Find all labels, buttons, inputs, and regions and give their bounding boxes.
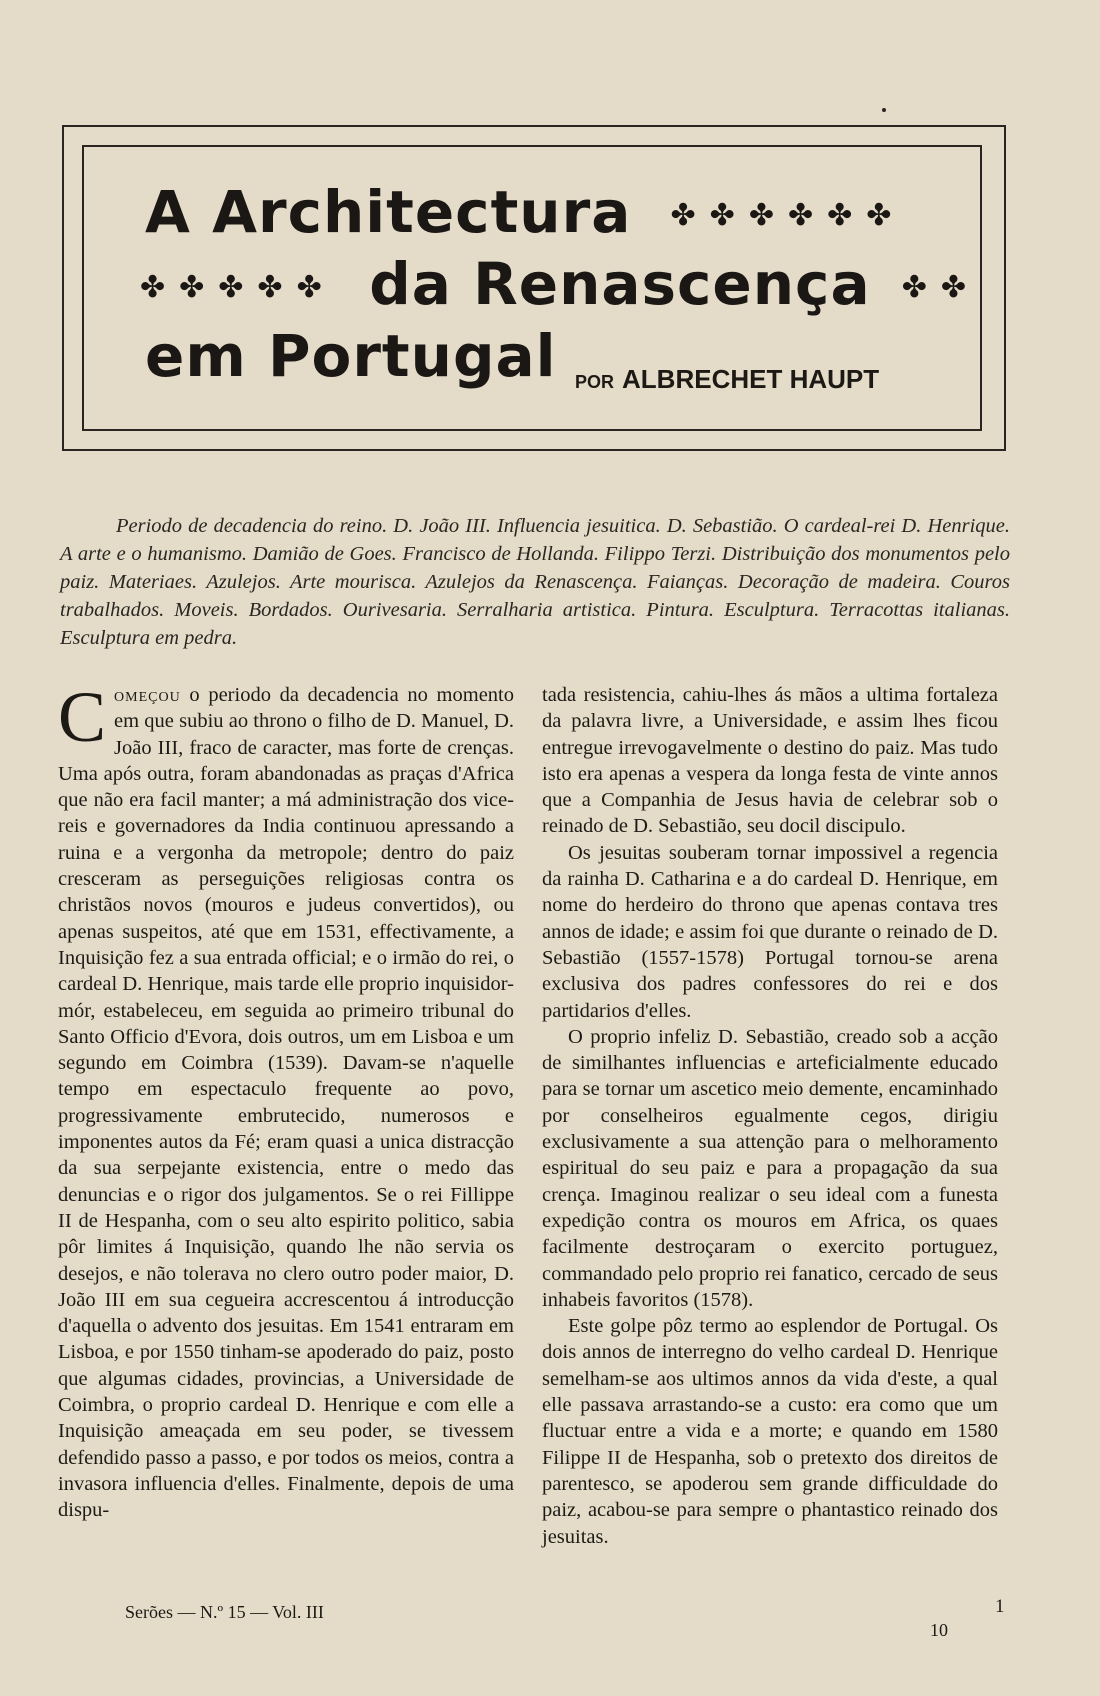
ornament-row-1 (671, 198, 906, 233)
ornament-icon: ✤ (940, 270, 981, 306)
title-line-3 (145, 322, 556, 390)
ornament-icon: ✤ (827, 198, 867, 234)
ornament-row-3 (902, 270, 980, 305)
title-line-1 (145, 178, 905, 246)
chapter-summary: Periodo de decadencia do reino. D. João III. Influencia jesuitica. D. Sebastião. O cardeal-rei D. Henrique. A arte e o humanismo. Damião de Goes. Francisco de Hollanda. Filippo Terzi. Distribuição dos monumentos pelo paiz. Materiaes. Azulejos. Arte mourisca. Azulejos da Renascença. Faianças. Decoração de madeira. Couros trabalhados. Moveis. Bordados. Ourivesaria. Serralharia artistica. Pintura. Esculptura. Terracottas italianas. Esculptura em pedra. (60, 515, 1010, 649)
author-prefix: POR (575, 372, 615, 392)
folio-line: Serões — N.º 15 — Vol. III (125, 1602, 324, 1622)
column-right (542, 682, 998, 1550)
paragraph: O proprio infeliz D. Sebastião, creado sob a acção de similhantes influencias e arteficialmente educado para se tornar um ascetico meio demente, encaminhado por conselheiros egualmente cegos, dirigiu exclusivamente a sua attenção para o melhoramento espiritual do seu paiz e para a propagação da sua crença. Imaginou realizar o seu ideal com a funesta expedição contra os mouros em Africa, os quaes facilmente destroçaram o exercito portuguez, commandado pelo proprio rei fanatico, cercado de seus inhabeis favoritos (1578). (542, 1025, 998, 1311)
title-text-2: da Renascença (369, 250, 871, 318)
title-text-1: A Architectura (145, 178, 632, 246)
page-number: 10 (930, 1620, 948, 1640)
title-line-2 (140, 250, 980, 318)
ornament-icon: ✤ (901, 270, 941, 306)
ornament-icon: ✤ (866, 198, 906, 234)
paragraph (58, 677, 514, 1524)
ornament-icon: ✤ (670, 198, 710, 234)
paragraph: tada resistencia, cahiu-lhes ás mãos a ultima fortaleza da palavra livre, a Universidade, e assim lhes ficou entregue irrevogavelmente o destino do paiz. Mas tudo isto era apenas a vespera da longa festa de vinte annos que a Companhia de Jesus havia de celebrar sob o reinado de D. Sebastião, seu docil discipulo. (542, 684, 998, 838)
ornament-icon: ✤ (748, 198, 788, 234)
ornament-icon: ✤ (296, 270, 336, 306)
author-name: ALBRECHET HAUPT (622, 364, 880, 394)
opening-words: omeçou (114, 684, 181, 706)
title-text-3: em Portugal (145, 322, 557, 390)
paragraph: Este golpe pôz termo ao esplendor de Portugal. Os dois annos de interregno do velho cardeal D. Henrique semelham-se aos ultimos annos da vida d'este, a qual elle passava arrastando-se a custo: era como que um fluctuar entre a vida e a morte; e quando em 1580 Filippe II de Hespanha, sob o pretexto dos direitos de parentesco, se apoderou sem grande difficuldade do paiz, acabou-se para sempre o phantastico reinado dos jesuitas. (542, 1315, 998, 1548)
paragraph-text: o periodo da decadencia no momento em que subiu ao throno o filho de D. Manuel, D. João III, fraco de caracter, mas forte de crenças. Uma após outra, foram abandonadas as praças d'Africa que não era facil manter; a má administração dos vice-reis e governadores da India continuou apressando a ruina e a vergonha da metropole; dentro do paiz cresceram as perseguições religiosas contra os christãos novos (mouros e judeus convertidos), ou apenas suspeitos, até que em 1531, effectivamente, a Inquisição fez a sua entrada official; e o irmão do rei, o cardeal D. Henrique, mais tarde elle proprio inquisidor-mór, estabeleceu, em seguida ao primeiro tribunal do Santo Officio d'Evora, dois outros, um em Lisboa e um segundo em Coimbra (1539). Davam-se n'aquelle tempo em espectaculo frequente ao povo, progressivamente embrutecido, numerosos e imponentes autos da Fé; eram quasi a unica distracção da sua serpejante existencia, entre o medo das denuncias e o rigor dos julgamentos. Se o rei Fillippe II de Hespanha, com o seu alto espirito politico, sabia pôr limites á Inquisição, quando lhe não servia os desejos, e não tolerava no clero outro poder maior, D. João III em sua cegueira accrescentou á introducção d'aquella o advento dos jesuitas. Em 1541 entraram em Lisboa, e por 1550 tinham-se apoderado do paiz, posto que algumas cidades, provincias, a Universidade de Coimbra, o proprio cardeal D. Henrique e com elle a Inquisição ameaçada em seu poder, se tivessem defendido passo a passo, e por todos os meios, contra a invasora influencia d'elles. Finalmente, depois de uma dispu- (58, 684, 514, 1522)
author-byline (575, 364, 879, 395)
paragraph: Os jesuitas souberam tornar impossivel a regencia da rainha D. Catharina e a do cardeal D. Henrique, em nome do herdeiro do throno que apenas contava tres annos de idade; e assim foi que durante o reinado de D. Sebastião (1557-1578) Portugal tornou-se arena exclusiva dos padres confessores do rei e dos partidarios d'elles. (542, 841, 998, 1022)
column-left (58, 677, 514, 1524)
ornament-icon: ✤ (257, 270, 297, 306)
drop-cap: C (58, 677, 107, 757)
ornament-icon: ✤ (218, 270, 258, 306)
ornament-icon: ✤ (709, 198, 749, 234)
ink-speck (882, 108, 886, 112)
signature-mark: 1 (995, 1596, 1005, 1617)
ornament-icon: ✤ (787, 198, 828, 234)
ornament-row-2 (140, 270, 359, 305)
ornament-icon: ✤ (179, 270, 219, 306)
ornament-icon: ✤ (140, 270, 180, 306)
